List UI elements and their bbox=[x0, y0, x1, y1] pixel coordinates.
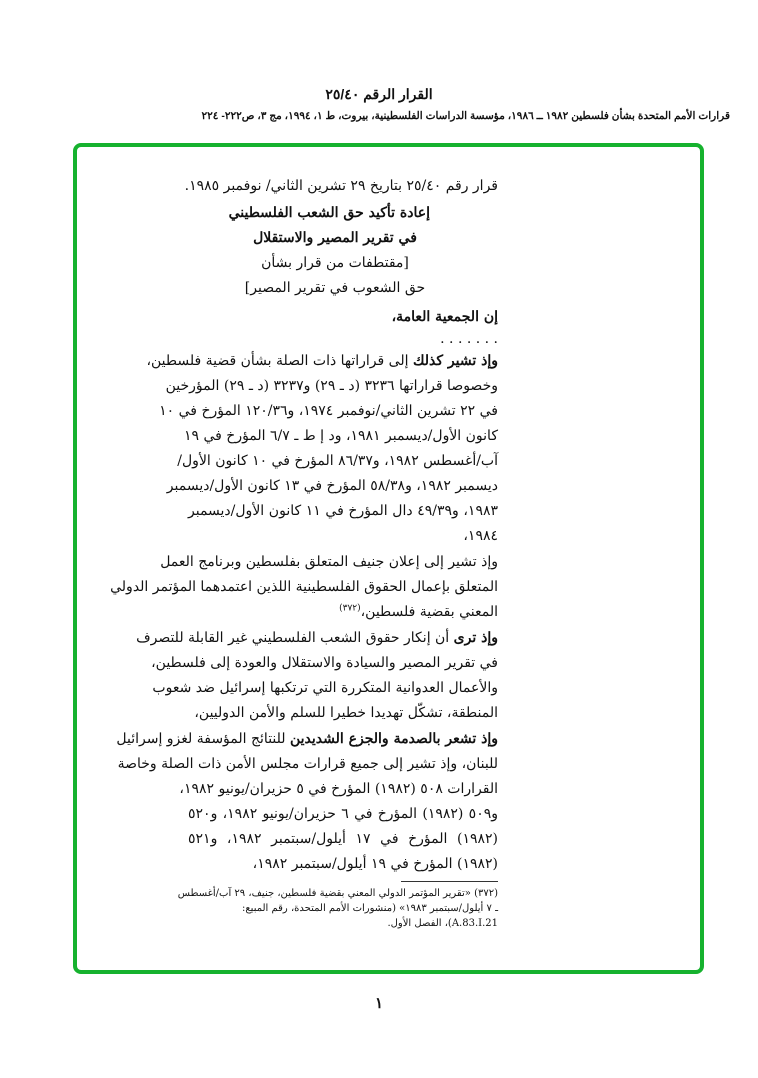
footnote bbox=[177, 886, 498, 931]
paragraph-2 bbox=[110, 550, 498, 625]
para-lead: وإذ تشير كذلك bbox=[412, 353, 498, 369]
page-title: القرار الرقم ٢٥/٤٠ bbox=[325, 86, 433, 102]
text-line: للبنان، وإذ تشير إلى جميع قرارات مجلس الأمن ذات الصلة وخاصة bbox=[117, 756, 498, 772]
text-line: وخصوصا قراراتها ٣٢٣٦ (د ـ ٢٩) و٣٢٣٧ (د ـ ٢٩) المؤرخين bbox=[165, 378, 498, 394]
para-lead: وإذ ترى bbox=[453, 630, 498, 646]
text-line: والأعمال العدوانية المتكررة التي ترتكبها إسرائيل ضد شعوب bbox=[152, 680, 498, 696]
text-line: القرارات ٥٠٨ (١٩٨٢) المؤرخ في ٥ حزيران/يونيو ١٩٨٢، bbox=[179, 781, 498, 797]
text-line: في ٢٢ تشرين الثاني/نوفمبر ١٩٧٤، و١٢٠/٣٦ المؤرخ في ١٠ bbox=[159, 403, 498, 419]
text-line: في تقرير المصير والسيادة والاستقلال والعودة إلى فلسطين، bbox=[151, 655, 498, 671]
text-line: ديسمبر ١٩٨٢، و٥٨/٣٨ المؤرخ في ١٣ كانون الأول/ديسمبر bbox=[166, 478, 498, 494]
text-line: كانون الأول/ديسمبر ١٩٨١، ود إ ط ـ ٦/٧ المؤرخ في ١٩ bbox=[183, 428, 498, 444]
subtitle-line: [مقتطفات من قرار بشأن bbox=[261, 255, 409, 271]
text-line: (١٩٨٢) المؤرخ في ١٧ أيلول/سبتمبر ١٩٨٢، و٥٢١ bbox=[188, 831, 498, 847]
footnote-line: ـ ٧ أيلول/سبتمبر ١٩٨٣» (منشورات الأمم المتحدة، رقم المبيع: bbox=[241, 903, 498, 914]
footnote-line: A.83.I.21)، الفصل الأول. bbox=[387, 918, 498, 929]
document-body bbox=[110, 174, 498, 931]
text-line: و٥٠٩ (١٩٨٢) المؤرخ في ٦ حزيران/يونيو ١٩٨٢، و٥٢٠ bbox=[188, 806, 498, 822]
text-line: آب/أغسطس ١٩٨٢، و٨٦/٣٧ المؤرخ في ١٠ كانون الأول/ bbox=[177, 453, 498, 469]
footnote-ref[interactable]: (٣٧٢) bbox=[339, 603, 361, 614]
resolution-number: قرار رقم ٢٥/٤٠ بتاريخ ٢٩ تشرين الثاني/ نوفمبر ١٩٨٥. bbox=[184, 178, 498, 194]
text-line: إلى قراراتها ذات الصلة بشأن قضية فلسطين، bbox=[146, 353, 413, 369]
subtitle-line: حق الشعوب في تقرير المصير] bbox=[244, 280, 426, 296]
text-line: ١٩٨٣، و٤٩/٣٩ دال المؤرخ في ١١ كانون الأول/ديسمبر bbox=[188, 503, 498, 519]
footnote-divider bbox=[401, 881, 498, 882]
text-line: (١٩٨٢) المؤرخ في ١٩ أيلول/سبتمبر ١٩٨٢، bbox=[252, 856, 498, 872]
paragraph-1 bbox=[146, 349, 498, 549]
resolution-title bbox=[228, 201, 430, 301]
para-lead: وإذ تشعر بالصدمة والجزع الشديدين bbox=[290, 731, 498, 747]
title-line: في تقرير المصير والاستقلال bbox=[253, 230, 417, 246]
title-line: إعادة تأكيد حق الشعب الفلسطيني bbox=[228, 205, 430, 221]
footnote-line: (٣٧٢) «تقرير المؤتمر الدولي المعني بقضية فلسطين، جنيف، ٢٩ آب/أغسطس bbox=[177, 888, 498, 899]
source-citation: قرارات الأمم المتحدة بشأن فلسطين ١٩٨٢ ــ ١٩٨٦، مؤسسة الدراسات الفلسطينية، بيروت، ط ١، ١٩٩٤، مج ٣، ص٢٢٢- ٢٢٤ bbox=[201, 110, 730, 122]
text-line: للنتائج المؤسفة لغزو إسرائيل bbox=[116, 731, 290, 747]
text-line: المعني بقضية فلسطين، bbox=[360, 604, 498, 620]
ellipsis: . . . . . . . bbox=[440, 331, 498, 347]
text-line: أن إنكار حقوق الشعب الفلسطيني غير القابلة للتصرف bbox=[136, 630, 454, 646]
text-line: المتعلق بإعمال الحقوق الفلسطينية اللذين اعتمدهما المؤتمر الدولي bbox=[110, 579, 498, 595]
text-line: ١٩٨٤، bbox=[463, 528, 498, 544]
page-number: ١ bbox=[374, 994, 384, 1012]
assembly-line: إن الجمعية العامة، bbox=[391, 309, 498, 325]
paragraph-4 bbox=[116, 727, 498, 877]
paragraph-3 bbox=[136, 626, 498, 726]
text-line: وإذ تشير إلى إعلان جنيف المتعلق بفلسطين وبرنامج العمل bbox=[160, 554, 498, 570]
text-line: المنطقة، تشكّل تهديدا خطيرا للسلم والأمن الدوليين، bbox=[194, 705, 498, 721]
